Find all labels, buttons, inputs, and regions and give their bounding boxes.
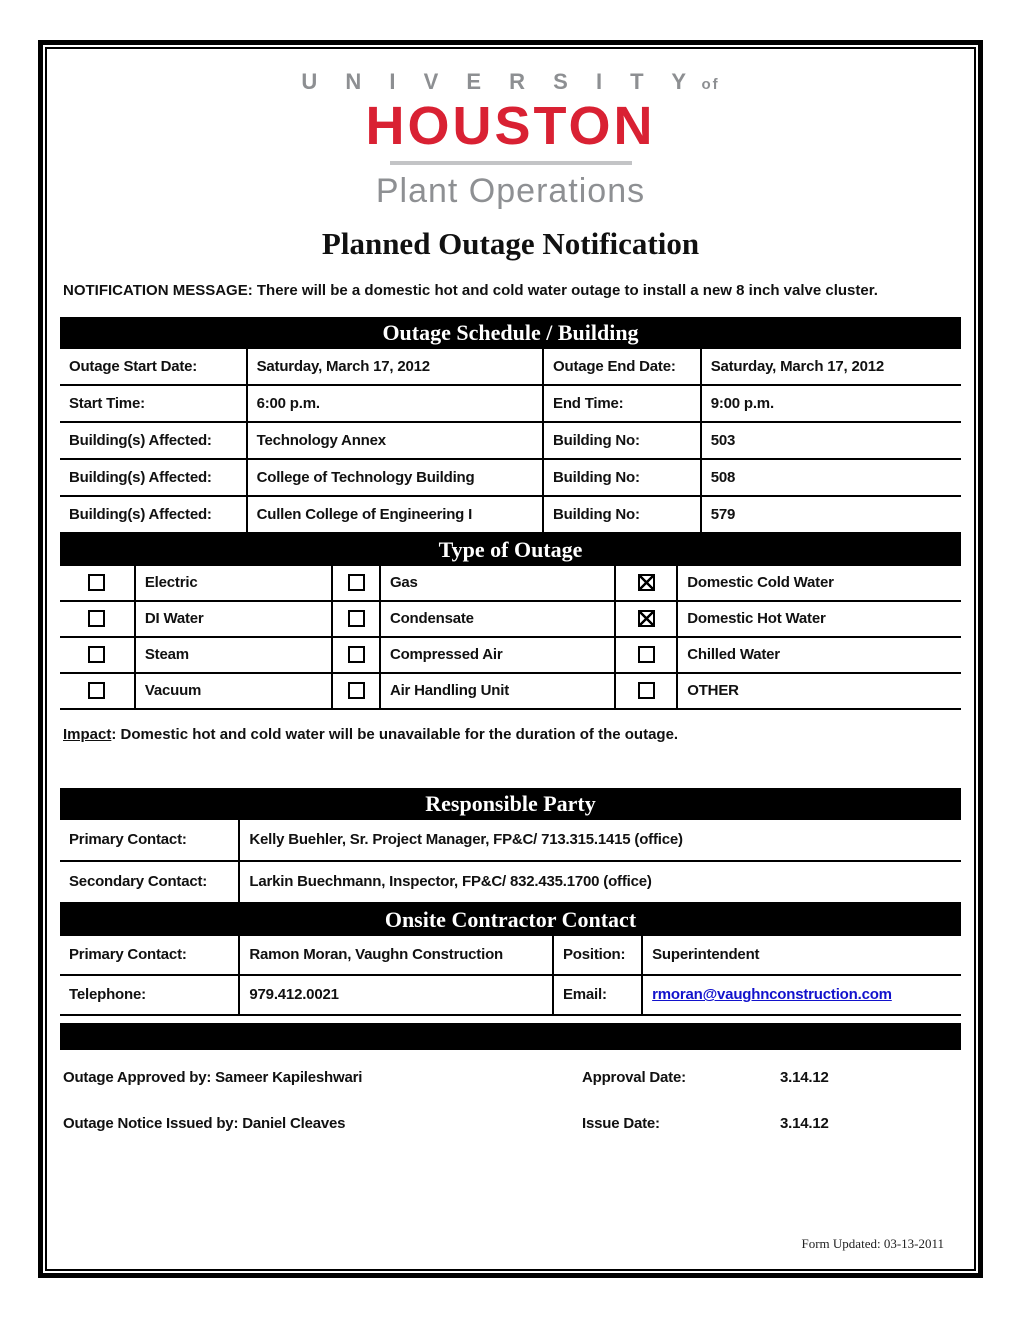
outage-type-label: Domestic Cold Water: [676, 566, 961, 600]
table-row: [60, 423, 961, 460]
outage-type-label: Compressed Air: [379, 638, 614, 672]
checkbox-electric[interactable]: [88, 574, 105, 591]
checkbox-di-water[interactable]: [88, 610, 105, 627]
schedule-label: Building No:: [542, 460, 700, 495]
schedule-value: Technology Annex: [246, 423, 542, 458]
logo-subtitle: Plant Operations: [375, 172, 646, 210]
table-row: [60, 936, 961, 976]
checkbox-domestic-cold-water[interactable]: [638, 574, 655, 591]
contact-value: Larkin Buechmann, Inspector, FP&C/ 832.435.1700 (office): [238, 862, 961, 902]
section-header-outage-schedule: Outage Schedule / Building: [60, 317, 961, 349]
section-header-type-of-outage: Type of Outage: [60, 534, 961, 566]
issue-date-label: Issue Date:: [582, 1114, 660, 1132]
schedule-label: Outage Start Date:: [69, 357, 198, 375]
outage-type-label: Gas: [379, 566, 614, 600]
schedule-label: Building(s) Affected:: [69, 505, 212, 523]
uh-logo: [60, 49, 961, 208]
table-row: [60, 638, 961, 674]
section-header-responsible-party: Responsible Party: [60, 788, 961, 820]
separator-bar: [60, 1023, 961, 1050]
checkbox-vacuum[interactable]: [88, 682, 105, 699]
impact-statement: [60, 726, 961, 743]
checkbox-domestic-hot-water[interactable]: [638, 610, 655, 627]
checkbox-compressed-air[interactable]: [348, 646, 365, 663]
schedule-label: Outage End Date:: [542, 349, 700, 384]
impact-text: : Domestic hot and cold water will be unavailable for the duration of the outage.: [111, 725, 679, 743]
page-border: [38, 40, 983, 1278]
contact-label: Position:: [552, 936, 641, 974]
contact-label: Primary Contact:: [69, 831, 187, 849]
contact-label: Telephone:: [69, 986, 146, 1004]
schedule-value: Cullen College of Engineering I: [246, 497, 542, 532]
logo-university-text: U N I V E R S I T Y: [301, 69, 697, 94]
form-updated-note: Form Updated: 03-13-2011: [801, 1236, 944, 1251]
schedule-value: 6:00 p.m.: [246, 386, 542, 421]
approval-date-label: Approval Date:: [582, 1068, 686, 1086]
outage-type-label: OTHER: [676, 674, 961, 708]
contact-label: Primary Contact:: [69, 946, 187, 964]
outage-type-label: Electric: [134, 566, 331, 600]
table-row: [60, 566, 961, 602]
table-row: [60, 820, 961, 862]
logo-university-line: [60, 71, 961, 93]
table-row: [60, 386, 961, 423]
checkbox-chilled-water[interactable]: [638, 646, 655, 663]
schedule-label: Start Time:: [69, 394, 145, 412]
table-row: [60, 674, 961, 710]
contact-value: Ramon Moran, Vaughn Construction: [238, 936, 552, 974]
table-row: [60, 976, 961, 1016]
outage-type-label: Air Handling Unit: [379, 674, 614, 708]
schedule-value: Saturday, March 17, 2012: [246, 349, 542, 384]
table-row: [60, 497, 961, 534]
schedule-label: Building(s) Affected:: [69, 431, 212, 449]
approval-row: [60, 1059, 961, 1096]
checkbox-gas[interactable]: [348, 574, 365, 591]
page-title: Planned Outage Notification: [321, 226, 700, 261]
checkbox-air-handling-unit[interactable]: [348, 682, 365, 699]
checkbox-steam[interactable]: [88, 646, 105, 663]
contact-label: Secondary Contact:: [69, 873, 208, 891]
outage-type-label: Condensate: [379, 602, 614, 636]
table-row: [60, 862, 961, 904]
outage-type-label: Domestic Hot Water: [676, 602, 961, 636]
section-header-onsite-contractor: Onsite Contractor Contact: [60, 904, 961, 936]
schedule-value: 508: [700, 460, 961, 495]
logo-of-text: of: [701, 76, 720, 93]
schedule-label: End Time:: [542, 386, 700, 421]
outage-type-label: Vacuum: [134, 674, 331, 708]
schedule-value: 9:00 p.m.: [700, 386, 961, 421]
approval-row: [60, 1105, 961, 1142]
schedule-value: College of Technology Building: [246, 460, 542, 495]
email-link[interactable]: rmoran@vaughnconstruction.com: [652, 986, 892, 1004]
checkbox-other[interactable]: [638, 682, 655, 699]
approved-by-text: Outage Approved by: Sameer Kapileshwari: [63, 1068, 363, 1086]
contact-value: Superintendent: [641, 936, 961, 974]
impact-label: Impact: [63, 725, 112, 743]
logo-divider-rule: [390, 161, 632, 165]
approval-date-value: 3.14.12: [780, 1068, 829, 1086]
schedule-label: Building(s) Affected:: [69, 468, 212, 486]
schedule-label: Building No:: [542, 497, 700, 532]
issued-by-text: Outage Notice Issued by: Daniel Cleaves: [63, 1114, 346, 1132]
contact-label: Email:: [552, 976, 641, 1014]
table-row: [60, 602, 961, 638]
outage-type-label: Steam: [134, 638, 331, 672]
logo-houston-text: HOUSTON: [365, 96, 656, 156]
schedule-value: Saturday, March 17, 2012: [700, 349, 961, 384]
schedule-label: Building No:: [542, 423, 700, 458]
table-row: [60, 460, 961, 497]
notification-message: NOTIFICATION MESSAGE: There will be a domestic hot and cold water outage to install a new 8 inch valve cluster.: [63, 282, 878, 299]
schedule-value: 503: [700, 423, 961, 458]
contact-value: Kelly Buehler, Sr. Project Manager, FP&C/ 713.315.1415 (office): [238, 820, 961, 860]
outage-type-label: Chilled Water: [676, 638, 961, 672]
contact-value: 979.412.0021: [238, 976, 552, 1014]
checkbox-condensate[interactable]: [348, 610, 365, 627]
page-inner-border: [45, 47, 976, 1271]
outage-type-label: DI Water: [134, 602, 331, 636]
schedule-value: 579: [700, 497, 961, 532]
table-row: [60, 349, 961, 386]
issue-date-value: 3.14.12: [780, 1114, 829, 1132]
